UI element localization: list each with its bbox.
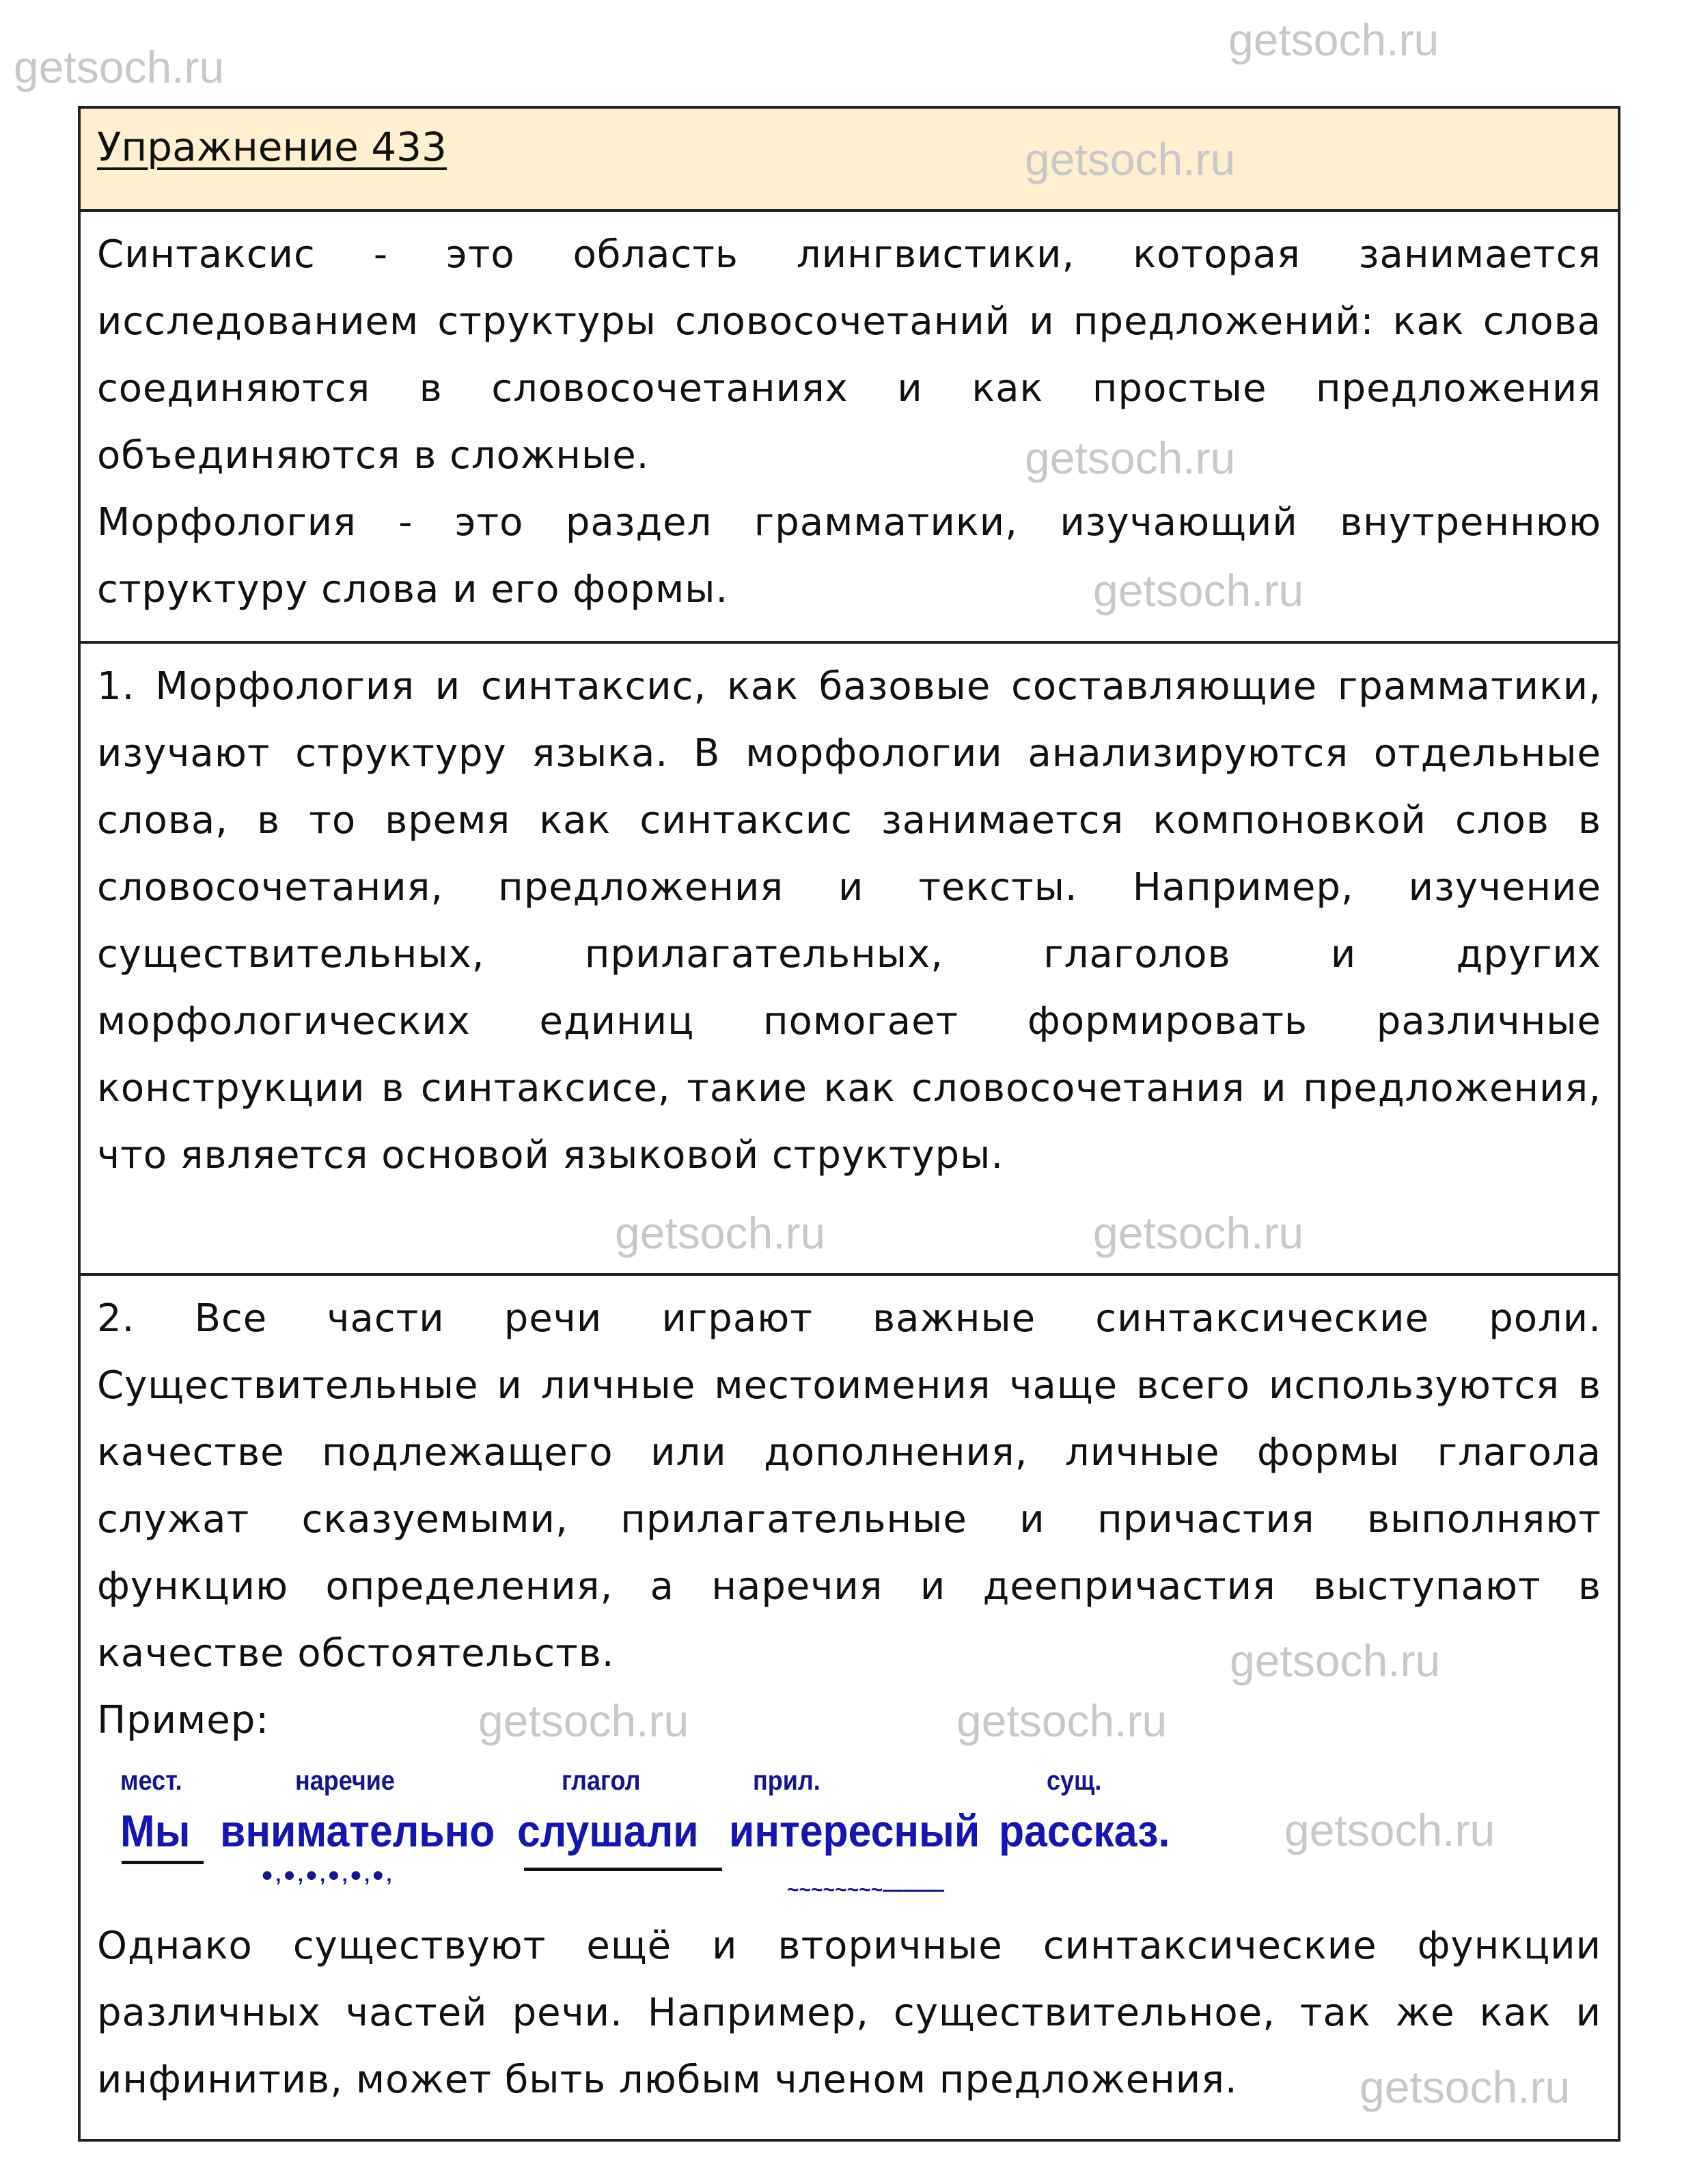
predicate-underline [524,1868,722,1871]
watermark: getsoch.ru [14,42,225,92]
point-2-text: 2. Все части речи играют важные синтаксические роли. Существительные и личные местоимения чаще всего используются в качестве подлежащего или дополнения, личные формы глагола служат сказуемыми, прилагательные и причастия выполняют функцию определения, а наречия и деепричастия выступают в качестве обстоятельств. [97,1296,1601,1676]
label-verb: глагол [562,1766,641,1796]
watermark: getsoch.ru [1093,1207,1304,1258]
point-1-row [81,641,1618,1273]
word-slushali: слушали [517,1805,699,1856]
syntax-definition: Синтаксис - это область лингвистики, которая занимается исследованием структуры словосочетаний и предложений: как слова соединяются в словосочетаниях и как простые предложения объединяются в сложные. [97,232,1601,478]
watermark: getsoch.ru [615,1207,826,1258]
watermark: getsoch.ru [1025,134,1236,185]
word-my: Мы [120,1805,191,1856]
point-2-row [81,1273,1618,2139]
exercise-title: Упражнение 433 [97,124,447,170]
watermark: getsoch.ru [1230,1635,1441,1686]
watermark: getsoch.ru [1228,14,1439,65]
morphology-definition: Морфология - это раздел грамматики, изучающий внутреннюю структуру слова и его формы. [97,500,1601,612]
label-pronoun: мест. [120,1766,182,1796]
watermark: getsoch.ru [1093,565,1304,616]
watermark: getsoch.ru [1360,2062,1571,2112]
word-vnimatelno: внимательно [220,1805,495,1856]
watermark: getsoch.ru [1284,1805,1495,1855]
word-interesny: интересный [729,1805,980,1856]
watermark: getsoch.ru [478,1695,689,1746]
watermark: getsoch.ru [956,1695,1168,1746]
word-rasskaz: рассказ. [999,1805,1170,1856]
definitions-row [81,209,1618,641]
header-row [81,109,1618,209]
subject-underline [122,1861,204,1864]
label-adverb: наречие [295,1766,395,1796]
label-adjective: прил. [753,1766,820,1796]
conclusion-text: Однако существуют ещё и вторичные синтаксические функции различных частей речи. Например, существительное, так же как и инфинитив, может быть любым членом предложения. [97,1924,1601,2102]
point-1-text: 1. Морфология и синтаксис, как базовые составляющие грамматики, изучают структуру языка. В морфологии анализируются отдельные слова, в то время как синтаксис занимается компоновкой слов в словосочетания, предложения и тексты. Например, изучение существительных, прилагательных, глаголов и других морфологических единиц помогает формировать различные конструкции в синтаксисе, такие как словосочетания и предложения, что является основой языковой структуры. [97,664,1601,1177]
label-noun: сущ. [1047,1766,1102,1796]
example-label: Пример: [97,1698,270,1743]
watermark: getsoch.ru [1025,433,1236,483]
attribute-wavy-underline: ~~~~~~~~——— [787,1879,945,1901]
adverbial-dotted-underline: ●,●,●,●,●,●, [261,1864,394,1886]
